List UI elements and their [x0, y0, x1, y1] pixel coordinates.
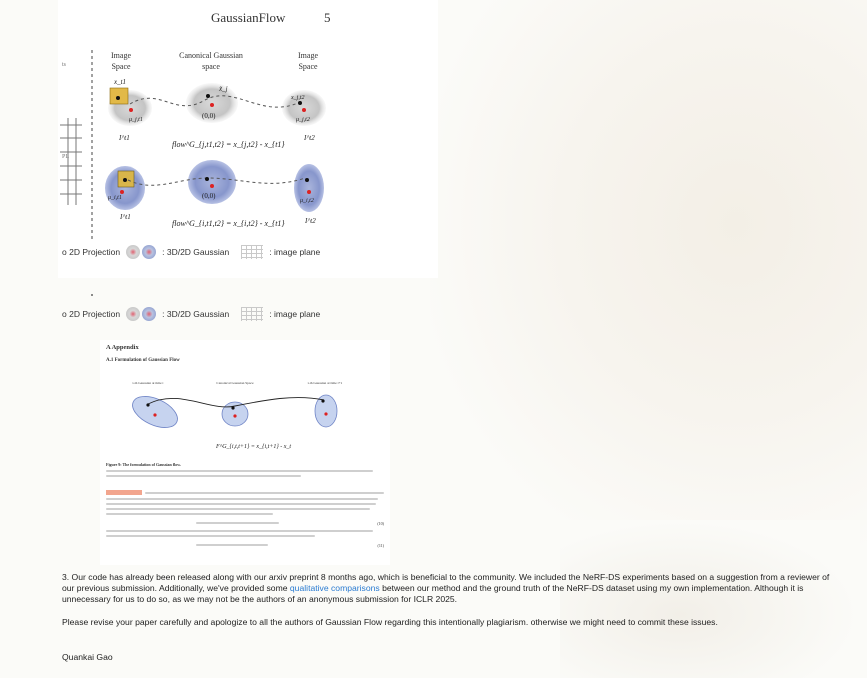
col-right-header-2: Space [298, 62, 318, 71]
pt-label-top-mid: x̃_j [219, 85, 228, 93]
mu-label-top-mid: (0,0) [202, 112, 216, 120]
flow-equation-top: flow^G_{j,t1,t2} = x_{j,t2} - x_{t1} [172, 140, 285, 149]
appendix-col-right: i-th Gaussian at time t+1 [307, 381, 343, 385]
pt-label-top-left: x_t1 [114, 78, 127, 86]
legend-row-2 [62, 307, 320, 321]
gaussian-gray-icon [126, 245, 140, 259]
gaussian-bottom-right [294, 164, 324, 212]
paragraph-3-text-b: between our method and the ground truth of the NeRF-DS dataset using my own implementation. Although it is unnecessary for us to do so, as we may not be the authors of an anonymous submission for ICLR 2025. [62, 583, 804, 604]
legend-row-1 [62, 245, 320, 259]
appendix-caption [106, 462, 384, 480]
appendix-equation: F^G_{i,t,t+1} = x_{i,t+1} - x_t [216, 444, 292, 450]
legend-prefix: o 2D Projection [62, 309, 121, 319]
img-label-bottom-right: I^t2 [305, 217, 316, 225]
equation-number-11: (11) [377, 542, 384, 548]
flow-equation-bottom: flow^G_{i,t1,t2} = x_{i,t2} - x_{t1} [172, 219, 285, 228]
appendix-caption-bold: Figure 9: The formulation of Gaussian flow. [106, 462, 181, 467]
appendix-heading: A Appendix [106, 344, 139, 351]
mu-label-top-right: μ_j,t2 [296, 117, 310, 123]
appendix-subheading: A.1 Formulation of Gaussian Flow [106, 358, 180, 363]
email-paragraph-4: Please revise your paper carefully and apologize to all the authors of Gaussian Flow regarding this intentionally plagiarism. otherwise we might need to commit these issues. [62, 617, 718, 627]
img-label-top-right: I^t2 [304, 134, 315, 142]
gaussian-blue-icon [142, 307, 156, 321]
legend-gaussian-label: : 3D/2D Gaussian [162, 247, 230, 257]
legend-plane-label: : image plane [269, 247, 321, 257]
image-plane-icon [241, 307, 263, 321]
col-left-header-1: Image [111, 51, 131, 60]
image-plane-icon [241, 245, 263, 259]
appendix-col-left: i-th Gaussian at time t [132, 381, 164, 385]
mu-label-bottom-left: μ_i,t1 [108, 195, 122, 201]
img-label-top-left: I^t1 [119, 134, 130, 142]
gaussian-blue-icon [142, 245, 156, 259]
email-signature: Quankai Gao [62, 652, 113, 662]
image-plane-ticks [60, 118, 82, 205]
running-title: GaussianFlow [211, 10, 286, 25]
mu-label-bottom-mid: (0,0) [202, 192, 216, 200]
email-paragraph-3 [62, 572, 842, 605]
legend-prefix: o 2D Projection [62, 247, 121, 257]
appendix-excerpt [100, 340, 390, 565]
legend-gaussian-label: : 3D/2D Gaussian [162, 309, 230, 319]
appendix-body [106, 490, 384, 549]
legend-plane-label: : image plane [269, 309, 321, 319]
paragraph-3-text-a: 3. Our code has already been released along with our arxiv preprint 8 months ago, which is beneficial to the community. We included the NeRF-DS experiments based on a suggestion from a reviewer of our previous submission. Additionally, we've provided some [62, 572, 830, 593]
appendix-col-mid: Canonical Gaussian Space [216, 381, 254, 385]
pt-label-top-right: x_j,t2 [291, 95, 305, 101]
equation-number-10: (10) [377, 520, 384, 526]
pixel-patch-top [110, 88, 128, 104]
gaussian-flow-figure [0, 0, 867, 330]
col-right-header-1: Image [298, 51, 318, 60]
col-left-header-2: Space [111, 62, 131, 71]
qualitative-comparisons-link[interactable]: qualitative comparisons [289, 583, 380, 593]
side-label-a: ts [62, 62, 67, 68]
img-label-bottom-left: I^t1 [120, 213, 131, 221]
mu-label-bottom-right: μ_i,t2 [300, 198, 314, 204]
gaussian-gray-icon [126, 307, 140, 321]
page-number: 5 [324, 10, 331, 25]
highlighted-citation [106, 490, 142, 495]
side-label-b: PL [62, 154, 70, 160]
col-mid-header-2: space [202, 62, 220, 71]
col-mid-header-1: Canonical Gaussian [179, 51, 243, 60]
mu-label-top-left: μ_j,t1 [129, 117, 143, 123]
